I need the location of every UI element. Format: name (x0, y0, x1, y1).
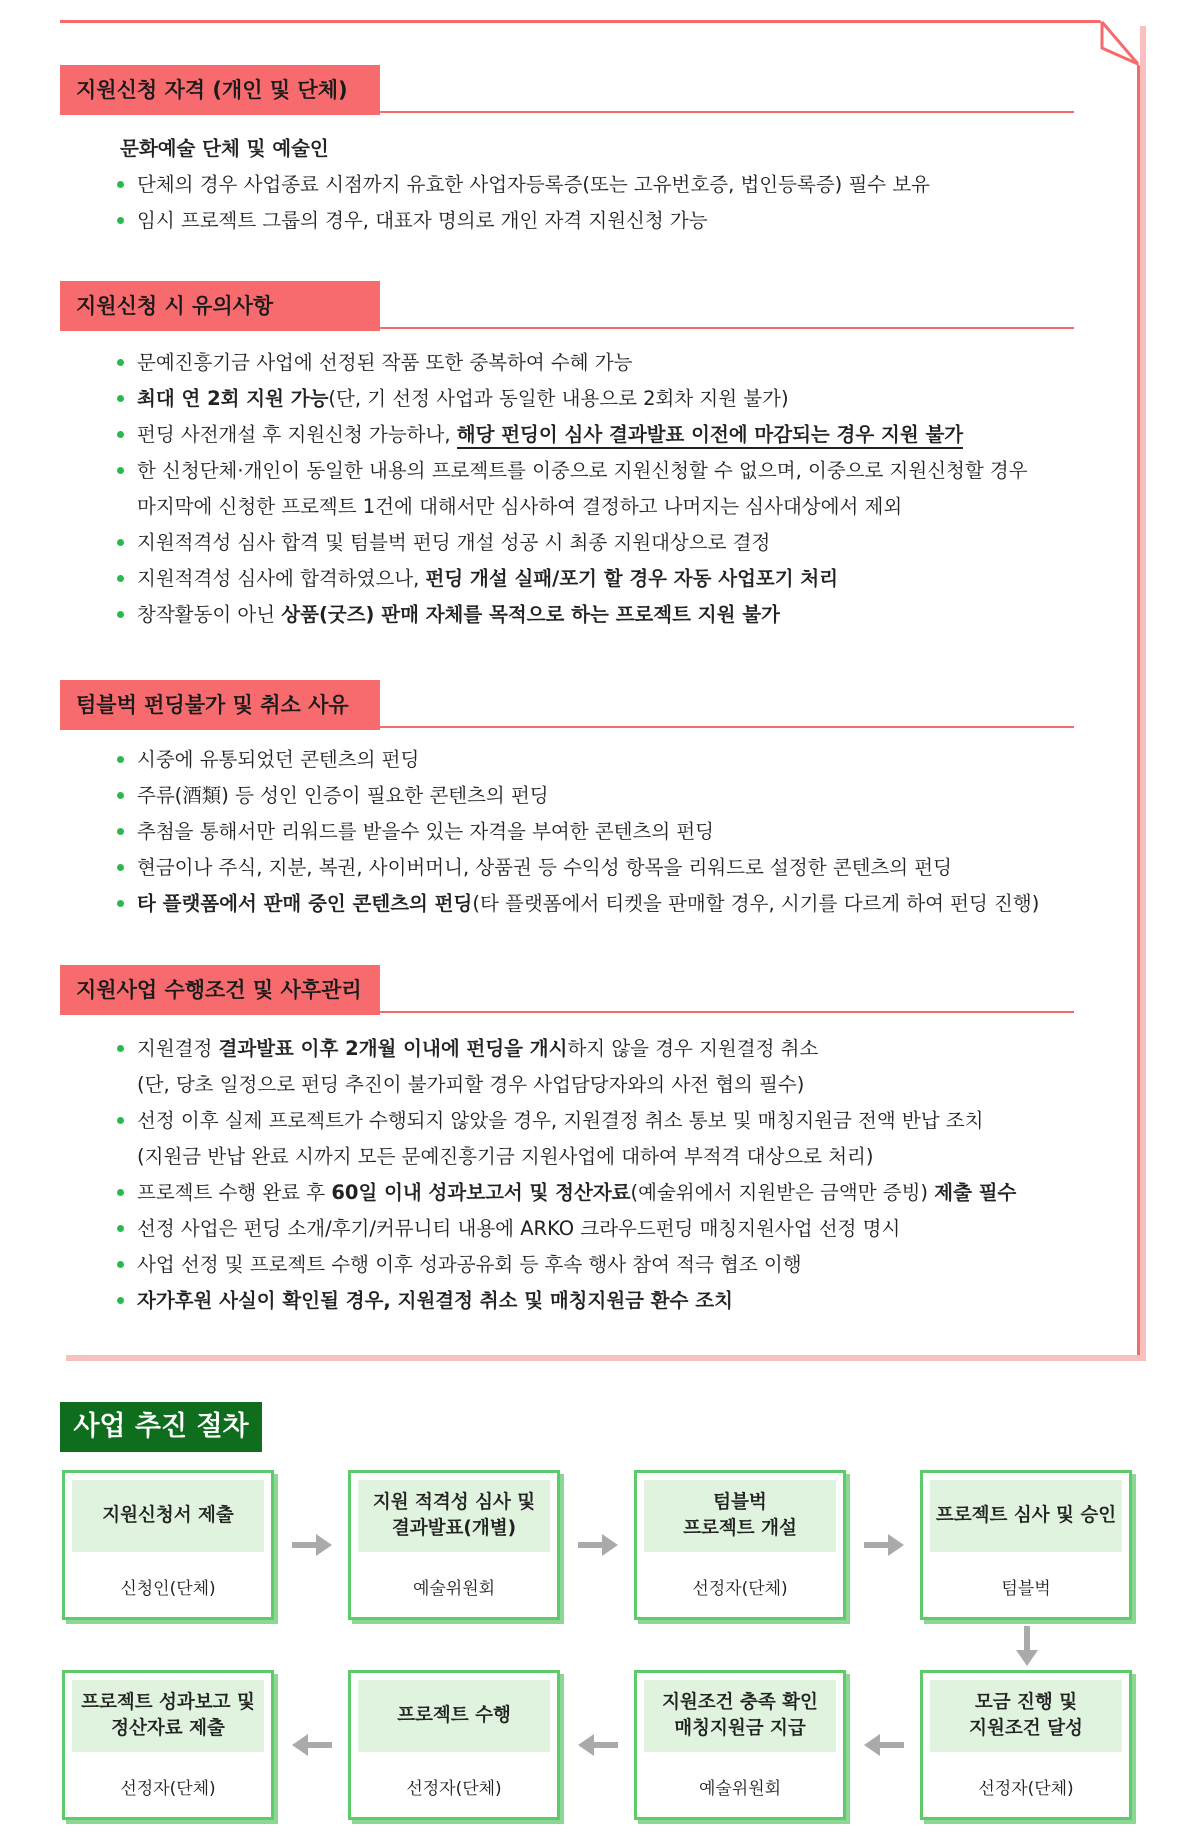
item-bold-text: 제출 필수 (934, 1181, 1017, 1204)
cautions-list (60, 345, 1074, 633)
process-step-7 (348, 1670, 560, 1820)
list-item: 사업 선정 및 프로젝트 수행 이후 성과공유회 등 후속 행사 참여 적극 협조 이행 (60, 1247, 1074, 1283)
item-text: 프로젝트 수행 완료 후 (137, 1181, 332, 1204)
step-label: 프로젝트 수행 (358, 1680, 550, 1752)
list-item (60, 597, 1074, 633)
item-text: 마지막에 신청한 프로젝트 1건에 대해서만 심사하여 결정하고 나머지는 심사대상에서 제외 (137, 495, 903, 518)
list-item (60, 345, 1074, 381)
list-item: 선정 이후 실제 프로젝트가 수행되지 않았을 경우, 지원결정 취소 통보 및 매칭지원금 전액 반납 조치 (60, 1103, 1074, 1139)
arrow-down-icon (1016, 1626, 1038, 1666)
item-text: 펀딩 사전개설 후 지원신청 가능하나, (137, 423, 457, 446)
divider (380, 111, 1074, 113)
step-label: 지원신청서 제출 (72, 1480, 264, 1552)
list-item (60, 561, 1074, 597)
divider (380, 327, 1074, 329)
item-bold-text: 타 플랫폼에서 판매 중인 콘텐츠의 펀딩 (137, 892, 473, 915)
list-item-continuation (60, 489, 1074, 525)
item-text: (예술위에서 지원받은 금액만 증빙) (630, 1181, 935, 1204)
list-item (60, 1283, 1074, 1319)
divider (380, 726, 1074, 728)
step-actor: 선정자(단체) (692, 1579, 788, 1599)
item-text: 문예진흥기금 사업에 선정된 작품 또한 중복하여 수혜 가능 (137, 351, 633, 374)
item-text: (단, 기 선정 사업과 동일한 내용으로 2회차 지원 불가) (328, 387, 789, 410)
item-underlined-text: 해당 펀딩이 심사 결과발표 이전에 마감되는 경우 지원 불가 (457, 423, 963, 449)
list-item-continuation: (지원금 반납 완료 시까지 모든 문예진흥기금 지원사업에 대하여 부적격 대상으로 처리) (137, 1145, 874, 1168)
list-item (60, 886, 1074, 922)
item-bold-text: 상품(굿즈) 판매 자체를 목적으로 하는 프로젝트 지원 불가 (281, 603, 780, 626)
list-item (60, 1175, 1074, 1211)
item-bold-text: 결과발표 이후 2개월 이내에 펀딩을 개시 (218, 1037, 568, 1060)
arrow-left-icon (864, 1734, 904, 1756)
folded-corner-icon (1100, 20, 1140, 66)
step-label: 텀블벅 프로젝트 개설 (644, 1480, 836, 1552)
cautions-section (60, 281, 1074, 633)
step-label: 지원 적격성 심사 및 결과발표(개별) (358, 1480, 550, 1552)
section-title: 지원신청 자격 (개인 및 단체) (60, 65, 380, 115)
step-actor: 예술위원회 (412, 1579, 496, 1599)
list-item: 단체의 경우 사업종료 시점까지 유효한 사업자등록증(또는 고유번호증, 법인등록증) 필수 보유 (60, 167, 1074, 203)
process-step-2 (348, 1470, 560, 1620)
step-label: 프로젝트 성과보고 및 정산자료 제출 (72, 1680, 264, 1752)
eligibility-list (60, 131, 1074, 239)
section-header (60, 281, 1074, 331)
step-actor: 신청인(단체) (120, 1579, 216, 1599)
step-label: 프로젝트 심사 및 승인 (930, 1480, 1122, 1552)
notice-card (60, 20, 1140, 1355)
conditions-list (60, 1031, 1074, 1319)
process-step-5 (920, 1670, 1132, 1820)
process-step-4 (920, 1470, 1132, 1620)
item-text: 지원적격성 심사에 합격하였으나, (137, 567, 426, 590)
item-bold-text: 자가후원 사실이 확인될 경우, 지원결정 취소 및 매칭지원금 환수 조치 (137, 1289, 733, 1312)
item-text: 지원적격성 심사 합격 및 텀블벅 펀딩 개설 성공 시 최종 지원대상으로 결정 (137, 531, 771, 554)
step-label: 지원조건 충족 확인 매칭지원금 지급 (644, 1680, 836, 1752)
process-step-8 (62, 1670, 274, 1820)
cancel-section (60, 680, 1074, 922)
process-step-1 (62, 1470, 274, 1620)
eligibility-section (60, 65, 1074, 239)
item-text: 하지 않을 경우 지원결정 취소 (567, 1037, 819, 1060)
list-subtitle: 문화예술 단체 및 예술인 (120, 137, 329, 160)
step-label: 모금 진행 및 지원조건 달성 (930, 1680, 1122, 1752)
section-header (60, 680, 1074, 730)
item-bold-text: 펀딩 개설 실패/포기 할 경우 자동 사업포기 처리 (425, 567, 839, 590)
process-step-6 (634, 1670, 846, 1820)
item-bold-text: 60일 이내 성과보고서 및 정산자료 (331, 1181, 631, 1204)
list-item: 주류(酒類) 등 성인 인증이 필요한 콘텐츠의 펀딩 (60, 778, 1074, 814)
list-item (60, 381, 1074, 417)
step-actor: 예술위원회 (698, 1779, 782, 1799)
section-header (60, 965, 1074, 1015)
list-item: 선정 사업은 펀딩 소개/후기/커뮤니티 내용에 ARKO 크라우드펀딩 매칭지원사업 선정 명시 (60, 1211, 1074, 1247)
arrow-right-icon (864, 1534, 904, 1556)
arrow-right-icon (578, 1534, 618, 1556)
arrow-left-icon (292, 1734, 332, 1756)
list-item: 시중에 유통되었던 콘텐츠의 펀딩 (60, 742, 1074, 778)
process-step-3 (634, 1470, 846, 1620)
divider (380, 1011, 1074, 1013)
item-text: 지원결정 (137, 1037, 219, 1060)
step-actor: 선정자(단체) (406, 1779, 502, 1799)
section-title: 텀블벅 펀딩불가 및 취소 사유 (60, 680, 380, 730)
item-text: 창작활동이 아닌 (137, 603, 282, 626)
item-text: 한 신청단체·개인이 동일한 내용의 프로젝트를 이중으로 지원신청할 수 없으며, 이중으로 지원신청할 경우 (137, 459, 1028, 482)
step-actor: 선정자(단체) (120, 1779, 216, 1799)
list-item (60, 417, 1074, 453)
arrow-left-icon (578, 1734, 618, 1756)
process-title: 사업 추진 절차 (60, 1402, 262, 1452)
list-item (60, 525, 1074, 561)
step-actor: 텀블벅 (1001, 1579, 1051, 1599)
list-item: 추첨을 통해서만 리워드를 받을수 있는 자격을 부여한 콘텐츠의 펀딩 (60, 814, 1074, 850)
section-header (60, 65, 1074, 115)
step-actor: 선정자(단체) (978, 1779, 1074, 1799)
item-text: (타 플랫폼에서 티켓을 판매할 경우, 시기를 다르게 하여 펀딩 진행) (472, 892, 1040, 915)
list-item: 임시 프로젝트 그룹의 경우, 대표자 명의로 개인 자격 지원신청 가능 (60, 203, 1074, 239)
list-item (60, 1031, 1074, 1067)
section-title: 지원사업 수행조건 및 사후관리 (60, 965, 380, 1015)
cancel-list (60, 742, 1074, 922)
conditions-section (60, 965, 1074, 1319)
section-title: 지원신청 시 유의사항 (60, 281, 380, 331)
item-bold-text: 최대 연 2회 지원 가능 (137, 387, 329, 410)
list-item-continuation: (단, 당초 일정으로 펀딩 추진이 불가피할 경우 사업담당자와의 사전 협의 필수) (137, 1073, 805, 1096)
list-item: 현금이나 주식, 지분, 복권, 사이버머니, 상품권 등 수익성 항목을 리워드로 설정한 콘텐츠의 펀딩 (60, 850, 1074, 886)
list-item (60, 453, 1074, 489)
arrow-right-icon (292, 1534, 332, 1556)
